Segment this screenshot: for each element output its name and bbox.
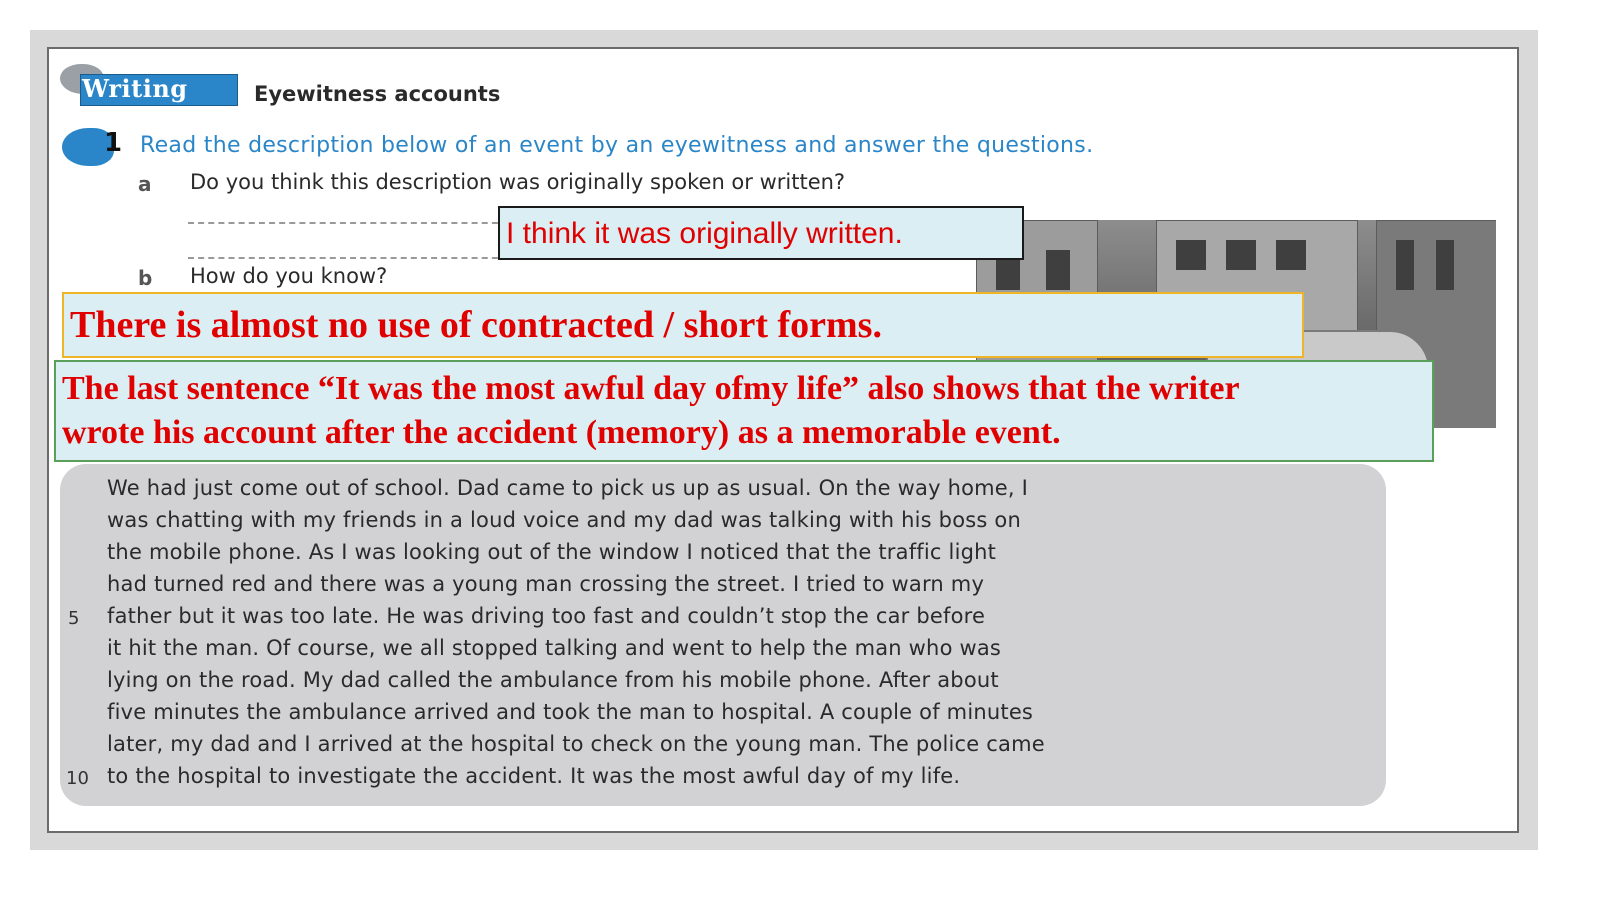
photo-window — [1176, 240, 1206, 270]
passage-line: the mobile phone. As I was looking out of the window I noticed that the traffic light — [107, 540, 997, 564]
passage-line: later, my dad and I arrived at the hospital to check on the young man. The police came — [107, 732, 1045, 756]
passage-line: lying on the road. My dad called the ambulance from his mobile phone. After about — [107, 668, 999, 692]
answer-a-box: I think it was originally written. — [498, 206, 1024, 260]
exercise-number: 1 — [104, 128, 123, 158]
question-a-text: Do you think this description was originally spoken or written? — [190, 170, 846, 194]
answer-b2-line-2: wrote his account after the accident (memory) as a memorable event. — [62, 414, 1061, 451]
line-number-10: 10 — [66, 768, 89, 789]
line-number-5: 5 — [68, 608, 80, 629]
page-title: Eyewitness accounts — [254, 82, 501, 106]
passage-line: to the hospital to investigate the accident. It was the most awful day of my life. — [107, 764, 961, 788]
question-b-letter: b — [138, 266, 153, 290]
passage-line: was chatting with my friends in a loud voice and my dad was talking with his boss on — [107, 508, 1021, 532]
answer-line-1 — [188, 222, 508, 224]
photo-window — [1276, 240, 1306, 270]
logo-text: Writing — [82, 74, 188, 103]
photo-window — [1436, 240, 1454, 290]
exercise-marker — [60, 126, 124, 166]
passage-line: five minutes the ambulance arrived and took the man to hospital. A couple of minutes — [107, 700, 1034, 724]
answer-b-box-2 — [54, 360, 1434, 462]
question-b-text: How do you know? — [190, 264, 388, 288]
photo-window — [1396, 240, 1414, 290]
answer-b2-line-1: The last sentence “It was the most awful day ofmy life” also shows that the writer — [62, 370, 1240, 407]
question-a-letter: a — [138, 172, 152, 196]
answer-b-box-1: There is almost no use of contracted / short forms. — [62, 292, 1304, 358]
passage-line: We had just come out of school. Dad came to pick us up as usual. On the way home, I — [107, 476, 1029, 500]
exercise-instruction: Read the description below of an event by an eyewitness and answer the questions. — [140, 133, 1094, 158]
writing-logo — [60, 62, 236, 102]
passage-line: it hit the man. Of course, we all stopped talking and went to help the man who was — [107, 636, 1002, 660]
photo-window — [1046, 250, 1070, 290]
photo-window — [1226, 240, 1256, 270]
passage-line: father but it was too late. He was driving too fast and couldn’t stop the car before — [107, 604, 986, 628]
answer-line-2 — [188, 257, 508, 259]
passage-line: had turned red and there was a young man crossing the street. I tried to warn my — [107, 572, 985, 596]
